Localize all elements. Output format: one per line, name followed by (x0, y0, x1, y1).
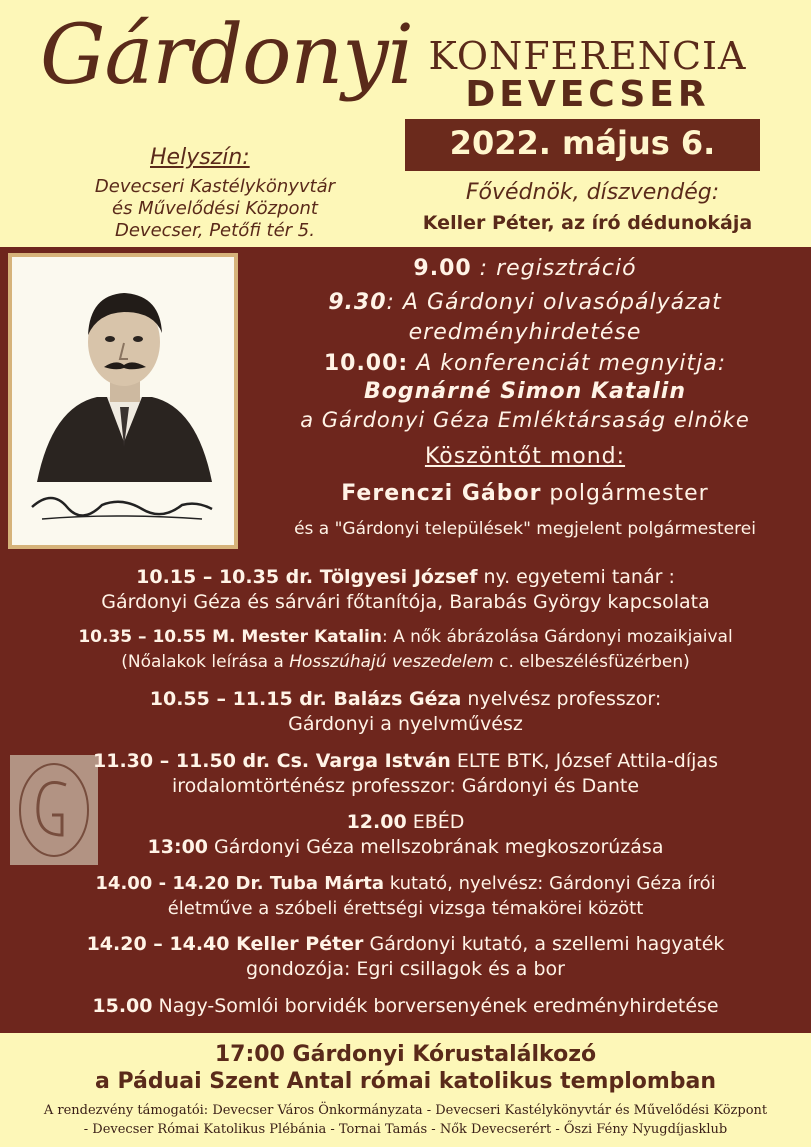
program-item-wine: 15.00 Nagy-Somlói borvidék borversenyének eredményhirdetése (92, 995, 719, 1017)
venue-line-1: Devecseri Kastélykönyvtár (94, 176, 336, 197)
sponsors-line-2: - Devecser Római Katolikus Plébánia - Tornai Tamás - Nők Devecserért - Őszi Fény Nyugdíjasklub (83, 1122, 728, 1137)
program-item-5: 14.00 - 14.20 Dr. Tuba Márta kutató, nyelvész: Gárdonyi Géza írói (95, 873, 716, 894)
program-item-3: 10.55 – 11.15 dr. Balázs Géza nyelvész professzor: (149, 688, 662, 710)
sched-1000: 10.00: A konferenciát megnyitja: (323, 351, 727, 376)
sched-930-line2: eredményhirdetése (408, 320, 642, 345)
venue-label: Helyszín: (150, 145, 250, 170)
greeting-label: Köszöntőt mond: (424, 444, 626, 469)
sched-900: 9.00 : regisztráció (413, 256, 637, 281)
event-date: 2022. május 6. (449, 124, 716, 162)
program-item-6: 14.20 – 14.40 Keller Péter Gárdonyi kutató, a szellemi hagyaték (86, 933, 725, 955)
patron-name: Keller Péter, az író dédunokája (422, 212, 753, 234)
program-item-lunch: 12.00 EBÉD (346, 811, 465, 833)
greeter-extra: és a "Gárdonyi települések" megjelent polgármesterei (294, 519, 756, 539)
program-item-1: 10.15 – 10.35 dr. Tölgyesi József ny. egyetemi tanár : (136, 566, 675, 588)
sponsors-line-1: A rendezvény támogatói: Devecser Város Önkormányzata - Devecseri Kastélykönyvtár és Művelődési Központ (43, 1103, 768, 1118)
program-item-2-line2: (Nőalakok leírása a Hosszúhajú veszedelem c. elbeszélésfüzérben) (121, 652, 690, 672)
title-konferencia: KONFERENCIA (428, 34, 747, 78)
choir-location: a Páduai Szent Antal római katolikus templomban (94, 1069, 717, 1094)
venue-line-3: Devecser, Petőfi tér 5. (115, 220, 315, 241)
program-item-wreath: 13:00 Gárdonyi Géza mellszobrának megkoszorúzása (147, 836, 664, 858)
program-item-4: 11.30 – 11.50 dr. Cs. Varga István ELTE BTK, József Attila-díjas (93, 750, 718, 772)
patron-label: Fővédnök, díszvendég: (465, 180, 720, 205)
portrait-drawing (12, 257, 234, 545)
opener-role: a Gárdonyi Géza Emléktársaság elnöke (300, 408, 750, 432)
program-item-2: 10.35 – 10.55 M. Mester Katalin: A nők ábrázolása Gárdonyi mozaikjaival (78, 627, 733, 647)
title-script: Gárdonyi (40, 8, 413, 103)
program-item-1-line2: Gárdonyi Géza és sárvári főtanítója, Barabás György kapcsolata (101, 591, 710, 613)
portrait-image (8, 253, 238, 549)
choir-meeting: 17:00 Gárdonyi Kórustalálkozó (214, 1042, 597, 1067)
venue-line-2: és Művelődési Központ (112, 198, 318, 219)
title-devecser: DEVECSER (465, 74, 710, 115)
sched-930: 9.30: A Gárdonyi olvasópályázat (328, 290, 722, 315)
program-item-4-line2: irodalomtörténész professzor: Gárdonyi és Dante (171, 775, 640, 797)
program-item-3-line2: Gárdonyi a nyelvművész (288, 713, 523, 735)
program-item-5-line2: életműve a szóbeli érettségi vizsga témakörei között (167, 898, 644, 919)
program-item-6-line2: gondozója: Egri csillagok és a bor (246, 958, 565, 980)
opener-name: Bognárné Simon Katalin (364, 379, 686, 404)
greeter: Ferenczi Gábor polgármester (341, 481, 709, 506)
